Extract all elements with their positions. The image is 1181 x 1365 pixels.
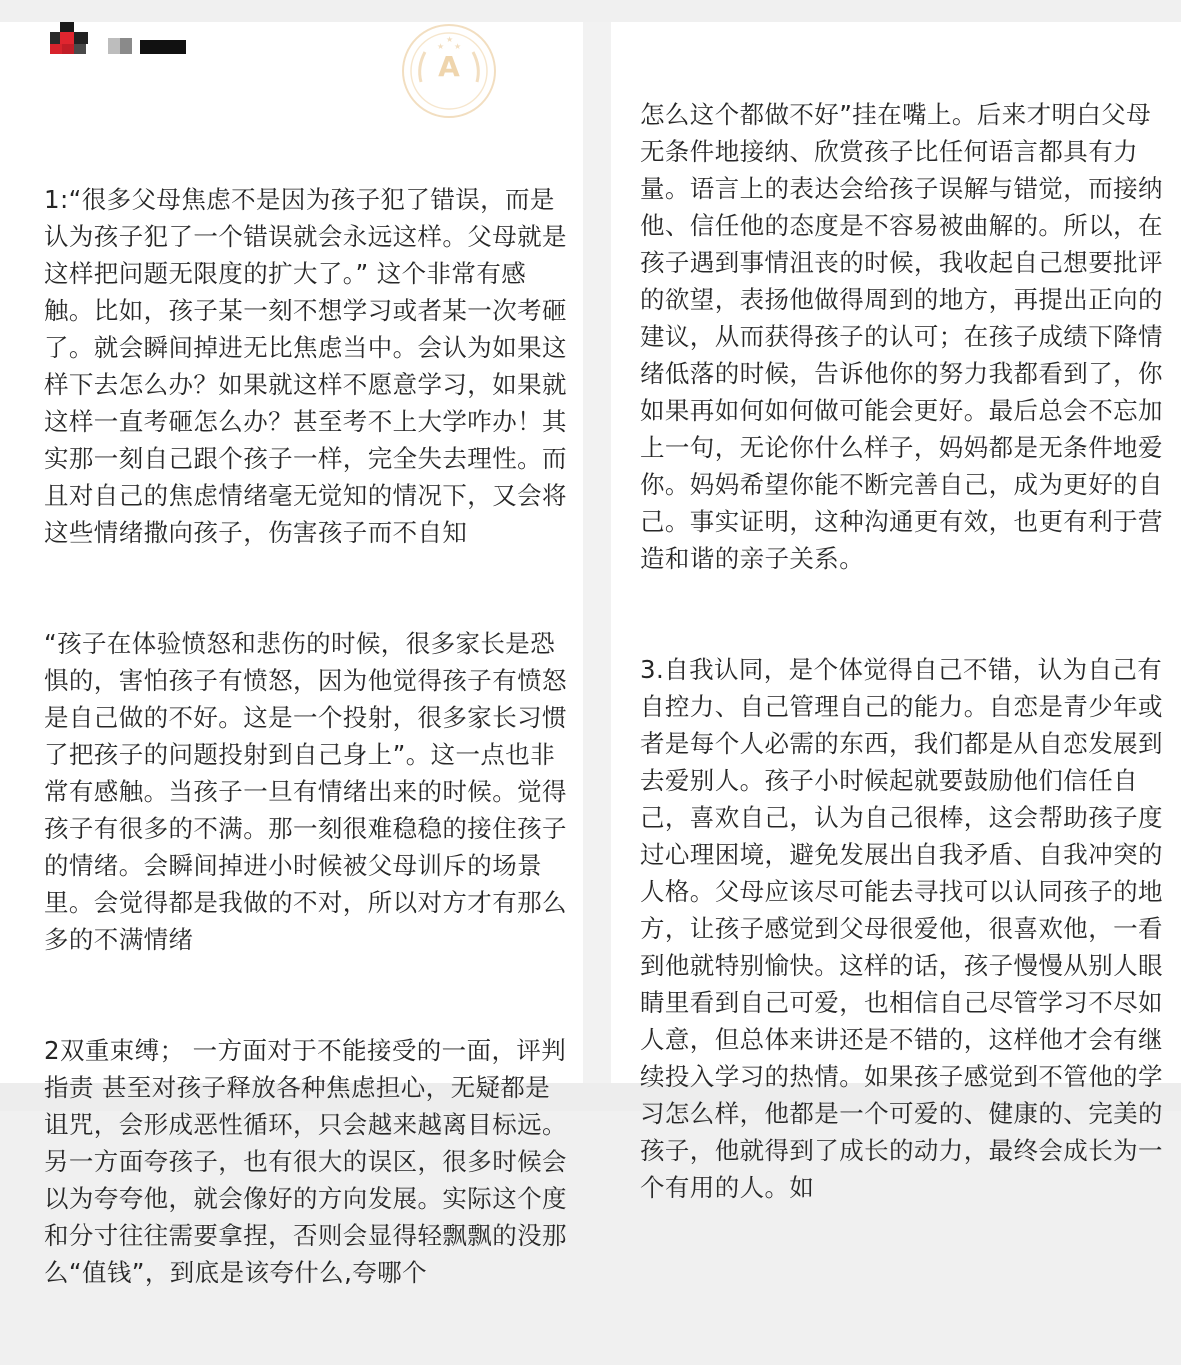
column-gutter <box>583 22 611 1083</box>
paragraph-1: 1:“很多父母焦虑不是因为孩子犯了错误，而是认为孩子犯了一个错误就会永远这样。父母就是这样把问题无限度的扩大了。” 这个非常有感触。比如，孩子某一刻不想学习或者某一次考砸了。就会瞬间掉进无比焦虑当中。会认为如果这样下去怎么办？如果就这样不愿意学习，如果就这样一直考砸怎么办？甚至考不上大学咋办！其实那一刻自己跟个孩子一样，完全失去理性。而且对自己的焦虑情绪毫无觉知的情况下，又会将这些情绪撒向孩子，伤害孩子而不自知 <box>44 185 567 547</box>
svg-text:★: ★ <box>437 42 445 51</box>
post-body-right <box>640 22 1170 1280</box>
right-post-panel <box>611 22 1181 1202</box>
svg-text:★: ★ <box>454 42 462 51</box>
stamp-letter: A <box>438 50 460 83</box>
post-body-left <box>44 107 575 1365</box>
left-post-panel <box>0 22 583 1287</box>
paragraph-4: 3.自我认同，是个体觉得自己不错，认为自己有自控力、自己管理自己的能力。自恋是青少年或者是每个人必需的东西，我们都是从自恋发展到去爱别人。孩子小时候起就要鼓励他们信任自己，喜欢自己，认为自己很棒，这会帮助孩子度过心理困境，避免发展出自我矛盾、自我冲突的人格。父母应该尽可能去寻找可以认同孩子的地方，让孩子感觉到父母很爱他，很喜欢他，一看到他就特别愉快。这样的话，孩子慢慢从别人眼睛里看到自己可爱，也相信自己尽管学习不尽如人意，但总体来讲还是不错的，这样他才会有继续投入学习的热情。如果孩子感觉到不管他的学习怎么样，他都是一个可爱的、健康的、完美的孩子，他就得到了成长的动力，最终会成长为一个有用的人。如 <box>640 655 1163 1202</box>
paragraph-3: 2双重束缚； 一方面对于不能接受的一面，评判 指责 甚至对孩子释放各种焦虑担心，无疑都是诅咒，会形成恶性循环，只会越来越离目标远。另一方面夸孩子，也有很大的误区，很多时候会以为夸夸他，就会像好的方向发展。实际这个度和分寸往往需要拿捏，否则会显得轻飘飘的没那么“值钱”，到底是该夸什么,夸哪个 <box>44 1036 575 1287</box>
svg-text:★: ★ <box>446 35 454 44</box>
paragraph-2: “孩子在体验愤怒和悲伤的时候，很多家长是恐惧的，害怕孩子有愤怒，因为他觉得孩子有愤怒是自己做的不好。这是一个投射，很多家长习惯了把孩子的问题投射到自己身上”。这一点也非常有感触。当孩子一旦有情绪出来的时候。觉得孩子有很多的不满。那一刻很难稳稳的接住孩子的情绪。会瞬间掉进小时候被父母训斥的场景里。会觉得都是我做的不对，所以对方才有那么多的不满情绪 <box>44 629 567 954</box>
author-avatar-pixelated <box>50 22 200 64</box>
paragraph-continued: 怎么这个都做不好”挂在嘴上。后来才明白父母无条件地接纳、欣赏孩子比任何语言都具有力量。语言上的表达会给孩子误解与错觉，而接纳他、信任他的态度是不容易被曲解的。所以，在孩子遇到事情沮丧的时候，我收起自己想要批评的欲望，表扬他做得周到的地方，再提出正向的建议，从而获得孩子的认可；在孩子成绩下降情绪低落的时候，告诉他你的努力我都看到了，你如果再如何如何做可能会更好。最后总会不忘加上一句，无论你什么样子，妈妈都是无条件地爱你。妈妈希望你能不断完善自己，成为更好的自己。事实证明，这种沟通更有效，也更有利于营造和谐的亲子关系。 <box>640 100 1163 573</box>
quality-stamp-watermark <box>399 22 499 120</box>
